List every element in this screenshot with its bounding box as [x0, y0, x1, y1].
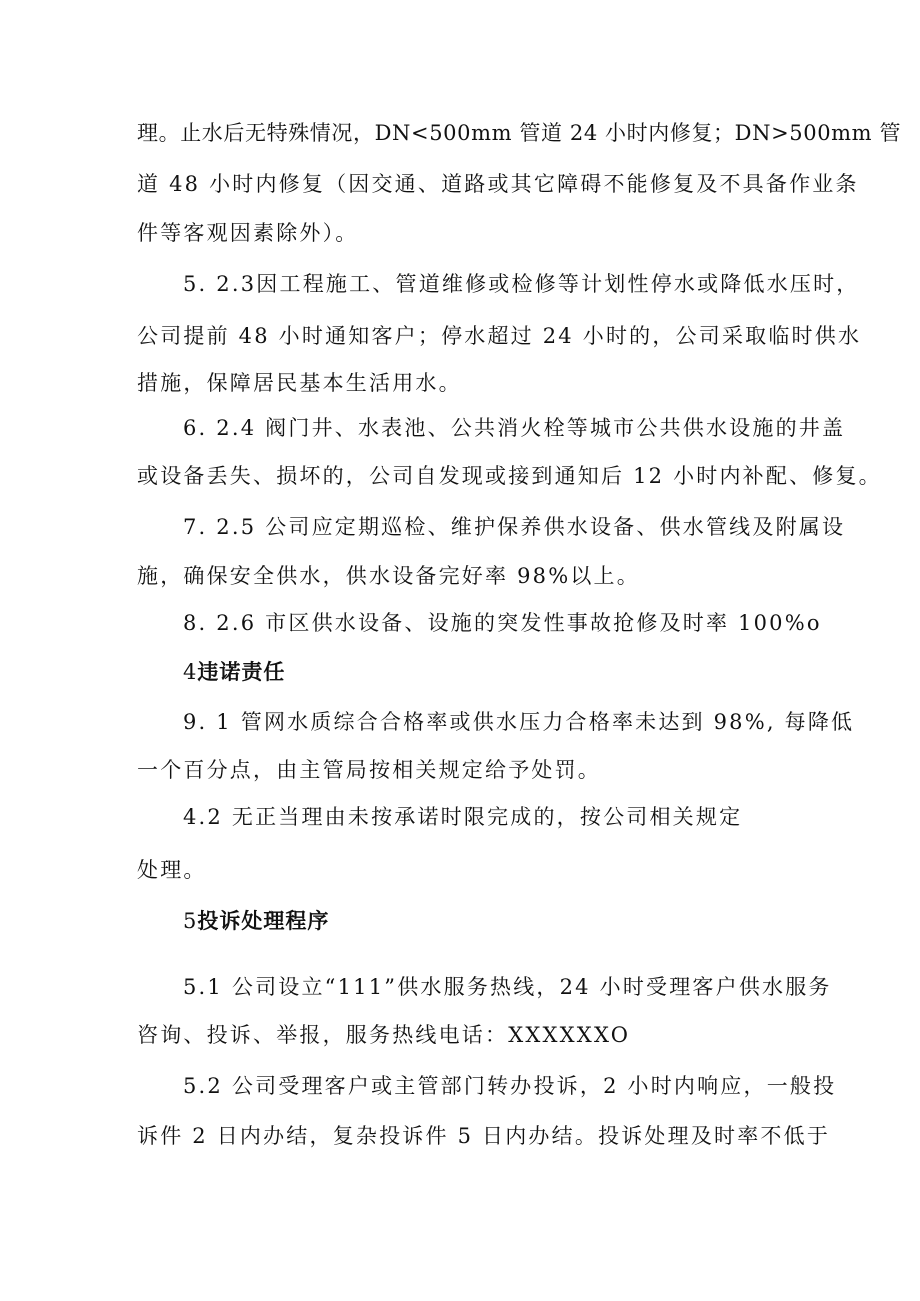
paragraph-line: 咨询、投诉、举报，服务热线电话：XXXXXXO: [137, 1023, 631, 1047]
paragraph-line: 8. 2.6 市区供水设备、设施的突发性事故抢修及时率 100%o: [183, 611, 822, 635]
paragraph-line: 理。止水后无特殊情况，DN<500mm 管道 24 小时内修复；DN>500mm 管: [137, 121, 902, 145]
section-heading: [183, 662, 285, 683]
paragraph-line: 道 48 小时内修复（因交通、道路或其它障碍不能修复及不具备作业条: [137, 172, 859, 196]
section-heading-title: 投诉处理程序: [197, 909, 330, 933]
paragraph-line: 一个百分点，由主管局按相关规定给予处罚。: [137, 758, 601, 782]
paragraph-line: 件等客观因素除外）。: [137, 221, 359, 245]
paragraph-line: 施，确保安全供水，供水设备完好率 98%以上。: [137, 564, 640, 588]
paragraph-line: 处理。: [137, 858, 207, 882]
paragraph-line: 4.2 无正当理由未按承诺时限完成的，按公司相关规定: [183, 805, 743, 829]
section-heading-number: 4: [183, 660, 198, 684]
paragraph-line: 措施，保障居民基本生活用水。: [137, 371, 462, 395]
section-heading-number: 5: [183, 909, 198, 933]
paragraph-line: 7. 2.5 公司应定期巡检、维护保养供水设备、供水管线及附属设: [183, 515, 846, 539]
paragraph-line: 诉件 2 日内办结，复杂投诉件 5 日内办结。投诉处理及时率不低于: [137, 1124, 831, 1148]
paragraph-line: 5.1 公司设立“111”供水服务热线，24 小时受理客户供水服务: [183, 975, 832, 999]
paragraph-line: 或设备丢失、损坏的，公司自发现或接到通知后 12 小时内补配、修复。: [137, 464, 882, 488]
paragraph-line: 5.2 公司受理客户或主管部门转办投诉，2 小时内响应，一般投: [183, 1074, 837, 1098]
paragraph-line: 公司提前 48 小时通知客户；停水超过 24 小时的，公司采取临时供水: [137, 324, 862, 348]
section-heading: [183, 911, 329, 932]
paragraph-line: 6. 2.4 阀门井、水表池、公共消火栓等城市公共供水设施的井盖: [183, 416, 846, 440]
paragraph-line: 5. 2.3因工程施工、管道维修或检修等计划性停水或降低水压时，: [183, 272, 860, 296]
paragraph-line: 9. 1 管网水质综合合格率或供水压力合格率未达到 98%, 每降低: [183, 710, 855, 734]
section-heading-title: 违诺责任: [197, 660, 286, 684]
